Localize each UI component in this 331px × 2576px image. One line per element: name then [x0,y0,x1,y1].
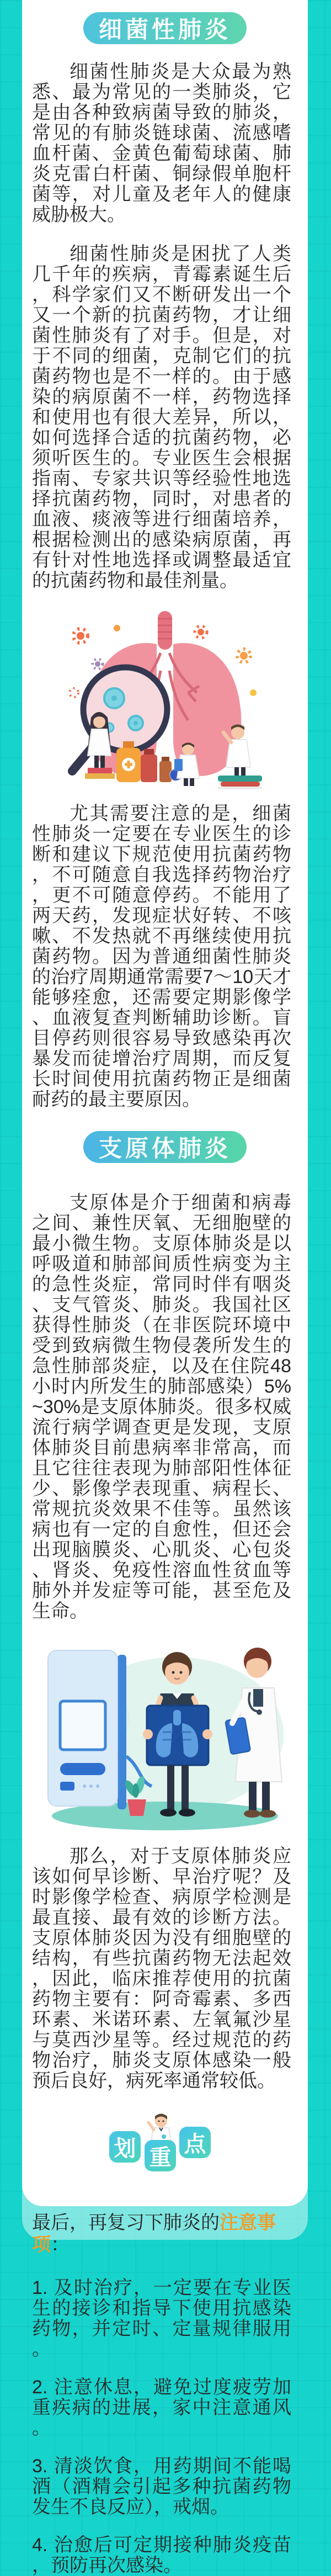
patient-xray-doctor-illustration [38,1640,292,1831]
summary-highlight: 注意事项 [32,2212,276,2255]
notice-item-3: 3. 清淡饮食，用药期间不能喝酒（酒精会引起多种抗菌药物发生不良反应），戒烟。 [32,2456,291,2517]
paragraph-mycoplasma-intro: 支原体是介于细菌和病毒之间、兼性厌氧、无细胞壁的最小微生物。支原体肺炎是以呼吸道和肺部间质性病变为主的急性炎症，常同时伴有咽炎、支气管炎、肺炎。我国社区获得性肺炎（在非医院环境中受到致病微生物侵袭所发生的急性肺部炎症，以及在住院48小时内所发生的肺部感染）5%~30%是支原体肺炎。很多权威流行病学调查更是发现，支原体肺炎目前患病率非常高，而且它往往表现为肺部阳性体征少、影像学表现重、病程长、常规抗炎效果不佳等。虽然该病也有一定的自愈性，但还会出现脑膜炎、心肌炎、心包炎、肾炎、免疫性溶血性贫血等肺外并发症等可能，甚至危及生命。 [32,1192,291,1622]
paragraph-bacterial-caution: 尤其需要注意的是，细菌性肺炎一定要在专业医生的诊断和建议下规范使用抗菌药物，不可随意自我选择药物治疗，更不可随意停药。不能用了两天药，发现症状好转、不咳嗽、不发热就不再继续使用抗菌药物。因为普通细菌性肺炎的治疗周期通常需要7～10天才能够痊愈，还需要定期影像学、血液复查判断辅助诊断。盲目停药则很容易导致感染再次暴发而徒增治疗周期，而反复长时间使用抗菌药物正是细菌耐药的最主要原因。 [32,803,291,1110]
summary-prefix: 最后，再复习下肺炎的 [32,2212,220,2233]
keypoint-tile-1: 划 [109,2131,141,2163]
xray-film-icon [147,1706,209,1765]
notice-item-1: 1. 及时治疗，一定要在专业医生的接诊和指导下使用抗感染药物，并定时、定量规律服用。 [32,2277,291,2360]
summary-colon: ： [51,2234,70,2255]
paragraph-bacterial-intro: 细菌性肺炎是大众最为熟悉、最为常见的一类肺炎，它是由各种致病菌导致的肺炎，常见的有肺炎链球菌、流感嗜血杆菌、金黄色葡萄球菌、肺炎克雷白杆菌、铜绿假单胞杆菌等，对儿童及老年人的健康威胁极大。 [32,61,291,225]
summary-line [22,2212,308,2256]
badge-bacterial-pneumonia: 细菌性肺炎 [83,12,247,44]
notice-item-2: 2. 注意休息，避免过度疲劳加重疾病的进展，家中注意通风。 [32,2377,291,2439]
badge-mycoplasma-pneumonia: 支原体肺炎 [83,1131,247,1163]
keypoint-tile-3: 点 [179,2127,211,2158]
content-card [22,0,308,2576]
books-icon [218,776,262,789]
paragraph-bacterial-history: 细菌性肺炎是困扰了人类几千年的疾病，青霉素诞生后，科学家们又不断研发出一个又一个新的抗菌药物，才让细菌性肺炎有了对手。但是，对于不同的细菌，克制它们的抗菌药物也是不一样的。由于感染的病原菌不一样，药物选择和使用也有很大差异，所以，如何选择合适的抗菌药物，必须听医生的。专业医生会根据指南、专家共识等经验性地选择抗菌药物，同时，对患者的血液、痰液等进行细菌培养，根据检测出的感染病原菌，再有针对性地选择或调整最适宜的抗菌药物和最佳剂量。 [32,243,291,591]
keypoint-board [22,2110,308,2177]
keypoint-tile-2: 重 [145,2140,176,2171]
lungs-magnifier-bacteria-illustration [44,610,286,789]
notice-item-4: 4. 治愈后可定期接种肺炎疫苗，预防再次感染。 [32,2535,291,2576]
paragraph-mycoplasma-treatment: 那么，对于支原体肺炎应该如何早诊断、早治疗呢？及时影像学检查、病原学检测是最直接、最有效的诊断方法。支原体肺炎因为没有细胞壁的结构，有些抗菌药物无法起效，因此，临床推荐使用的抗菌药物主要有：阿奇霉素、多西环素、米诺环素、左氧氟沙星与莫西沙星等。经过规范的药物治疗，肺炎支原体感染一般预后良好，病死率通常较低。 [32,1846,291,2091]
